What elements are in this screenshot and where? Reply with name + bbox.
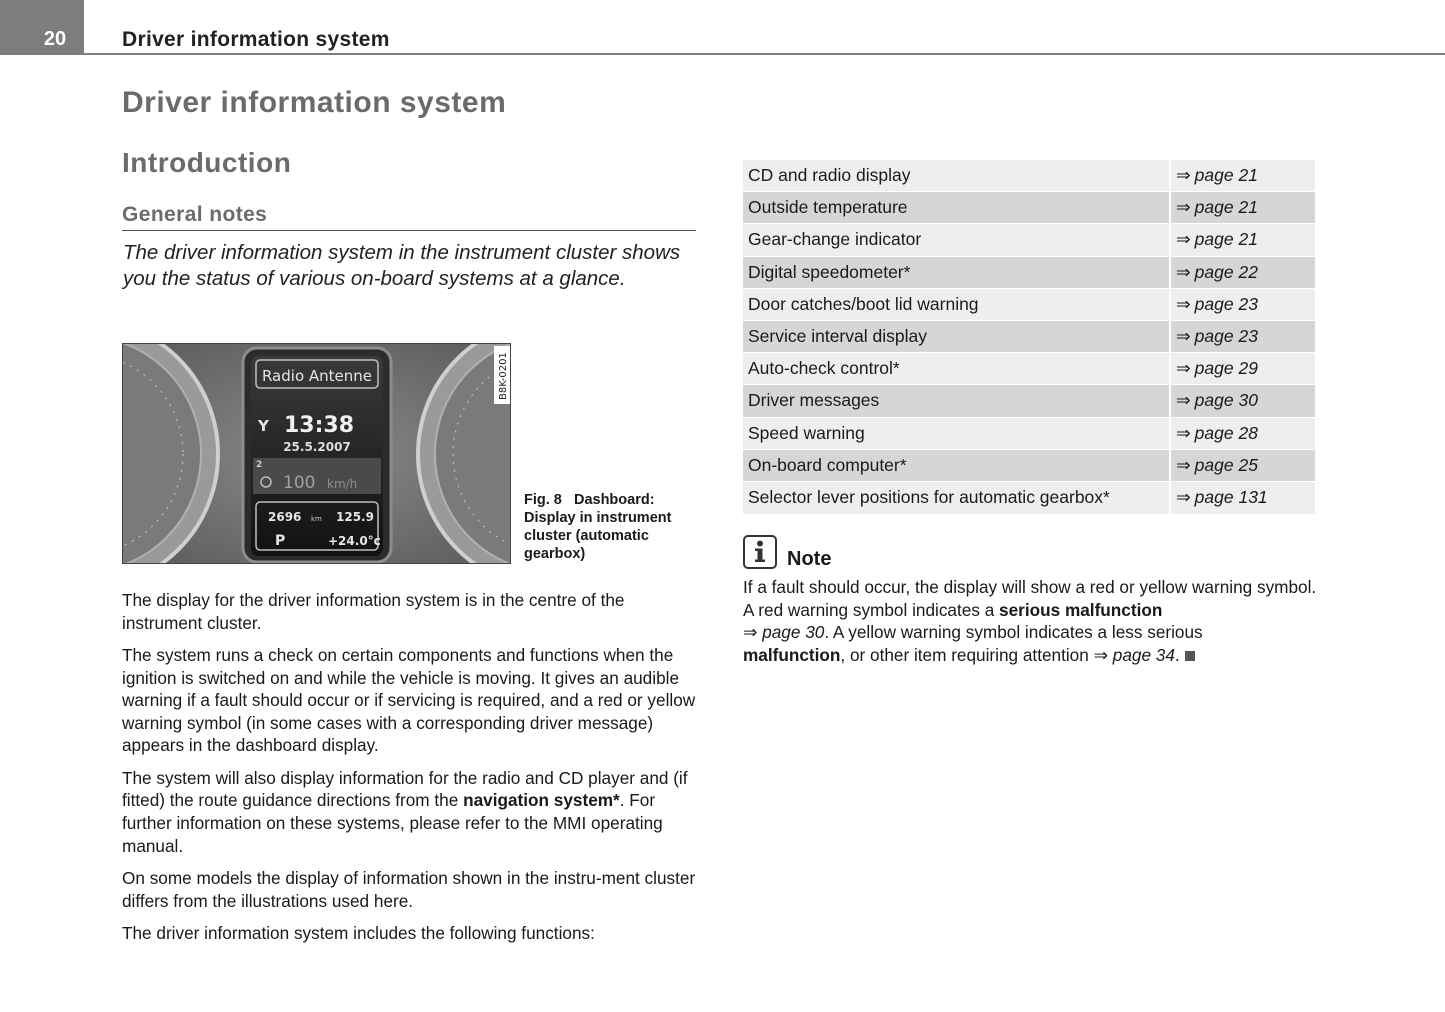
page-ref-text: page 21 [1194, 165, 1258, 186]
page-ref-text: page 22 [1194, 261, 1258, 282]
function-page-ref[interactable] [1170, 288, 1315, 320]
function-name: Speed warning [743, 417, 1170, 449]
chapter-title: Driver information system [122, 86, 507, 119]
navigation-system-term: navigation system* [463, 790, 620, 811]
info-icon [743, 535, 777, 569]
note-page-ref[interactable]: page 30 [762, 622, 825, 643]
functions-table [743, 159, 1315, 514]
arrow-icon: ⇒ [1176, 390, 1191, 411]
body-text [122, 589, 697, 954]
figure-caption [524, 491, 704, 563]
display-gear: 2 [256, 460, 263, 470]
serious-malfunction-term: serious malfunction [999, 599, 1163, 620]
table-row [743, 417, 1315, 449]
display-trip: 125.9 [336, 510, 374, 524]
note-text: If a fault should occur, the display will show a red or yellow warning symbol. A red warning symbol indicates a serious malfunction ⇒ page 30. A yellow warning symbol indicates a less serious malfunction, or other item requiring attention ⇒ page 34. [743, 577, 1317, 665]
page-ref-text: page 131 [1194, 487, 1268, 508]
page-number: 20 [0, 0, 84, 55]
arrow-icon: ⇒ [1176, 293, 1191, 314]
arrow-icon: ⇒ [1176, 454, 1191, 475]
running-header-title: Driver information system [122, 28, 390, 51]
end-of-section-icon [1185, 651, 1195, 661]
function-page-ref[interactable] [1170, 481, 1315, 513]
display-selector: P [275, 533, 286, 549]
note-title: Note [787, 548, 832, 570]
function-name: Selector lever positions for automatic gearbox* [743, 481, 1170, 513]
arrow-icon: ⇒ [1176, 487, 1191, 508]
function-page-ref[interactable] [1170, 192, 1315, 224]
function-name: Gear-change indicator [743, 224, 1170, 256]
figure-caption-text: Dashboard: Display in instrument cluster (automatic gearbox) [524, 492, 672, 562]
page-ref-text: page 23 [1194, 326, 1258, 347]
body-paragraph: The display for the driver information system is in the centre of the instrument cluster. [122, 590, 625, 633]
body-paragraph: On some models the display of information shown in the instru-ment cluster differs from the illustrations used here. [122, 867, 696, 911]
display-odometer-unit: km [311, 515, 322, 523]
malfunction-term: malfunction [743, 644, 841, 665]
function-page-ref[interactable] [1170, 385, 1315, 417]
header-rule [84, 53, 1445, 55]
table-row [743, 385, 1315, 417]
display-source: Radio Antenne [261, 367, 373, 385]
function-page-ref[interactable] [1170, 224, 1315, 256]
page-ref-text: page 30 [1194, 390, 1258, 411]
table-row [743, 449, 1315, 481]
function-page-ref[interactable] [1170, 256, 1315, 288]
function-page-ref[interactable] [1170, 353, 1315, 385]
page-ref-text: page 29 [1194, 358, 1258, 379]
function-name: Door catches/boot lid warning [743, 288, 1170, 320]
subsection-rule [122, 230, 696, 231]
arrow-icon: ⇒ [1176, 422, 1191, 443]
note-page-ref[interactable]: page 34 [1112, 644, 1175, 665]
table-row [743, 160, 1315, 192]
figure-caption-label: Fig. 8 [524, 492, 562, 508]
body-paragraph: The driver information system includes the following functions: [122, 922, 595, 943]
display-date: 25.5.2007 [283, 440, 351, 454]
subsection-title: General notes [122, 203, 268, 226]
page-ref-text: page 21 [1194, 229, 1258, 250]
function-name: Outside temperature [743, 192, 1170, 224]
display-odometer: 2696 [268, 510, 302, 524]
arrow-icon: ⇒ [1176, 165, 1191, 186]
display-temperature: +24.0°c [328, 534, 381, 548]
function-name: Service interval display [743, 320, 1170, 352]
display-time: 13:38 [283, 413, 355, 438]
arrow-icon: ⇒ [743, 622, 758, 643]
table-row [743, 192, 1315, 224]
function-name: On-board computer* [743, 449, 1170, 481]
function-name: CD and radio display [743, 160, 1170, 192]
function-page-ref[interactable] [1170, 449, 1315, 481]
page-ref-text: page 25 [1194, 454, 1258, 475]
display-speed: 100 [283, 473, 316, 493]
body-paragraph: The system will also display information for the radio and CD player and (if fitted) the route guidance directions from the navigation system*. For further information on these systems, please refer to the MMI operating manual. [122, 767, 688, 856]
table-row [743, 224, 1315, 256]
arrow-icon: ⇒ [1176, 229, 1191, 250]
function-name: Digital speedometer* [743, 256, 1170, 288]
dashboard-figure [122, 343, 511, 564]
page-ref-text: page 28 [1194, 422, 1258, 443]
lead-paragraph: The driver information system in the instrument cluster shows you the status of various on-board systems at a glance. [123, 241, 681, 290]
function-page-ref[interactable] [1170, 417, 1315, 449]
arrow-icon: ⇒ [1176, 197, 1191, 218]
section-title: Introduction [122, 147, 292, 178]
figure-code: B8K-0201 [498, 352, 509, 400]
function-name: Auto-check control* [743, 353, 1170, 385]
function-page-ref[interactable] [1170, 320, 1315, 352]
body-paragraph: The system runs a check on certain components and functions when the ignition is switched on and while the vehicle is moving. It gives an audible warning if a fault should occur or if servicing is required, and a red or yellow warning symbol (in some cases with a corresponding driver message) appears in the dashboard display. [122, 644, 696, 756]
table-row [743, 256, 1315, 288]
arrow-icon: ⇒ [1093, 644, 1108, 665]
arrow-icon: ⇒ [1176, 261, 1191, 282]
table-row [743, 288, 1315, 320]
display-speed-unit: km/h [327, 477, 358, 491]
function-name: Driver messages [743, 385, 1170, 417]
antenna-icon: Y [258, 417, 269, 435]
page-ref-text: page 23 [1194, 293, 1258, 314]
table-row [743, 481, 1315, 513]
arrow-icon: ⇒ [1176, 326, 1191, 347]
instrument-cluster-image [123, 344, 511, 564]
function-page-ref[interactable] [1170, 160, 1315, 192]
table-row [743, 353, 1315, 385]
page-ref-text: page 21 [1194, 197, 1258, 218]
arrow-icon: ⇒ [1176, 358, 1191, 379]
table-row [743, 320, 1315, 352]
